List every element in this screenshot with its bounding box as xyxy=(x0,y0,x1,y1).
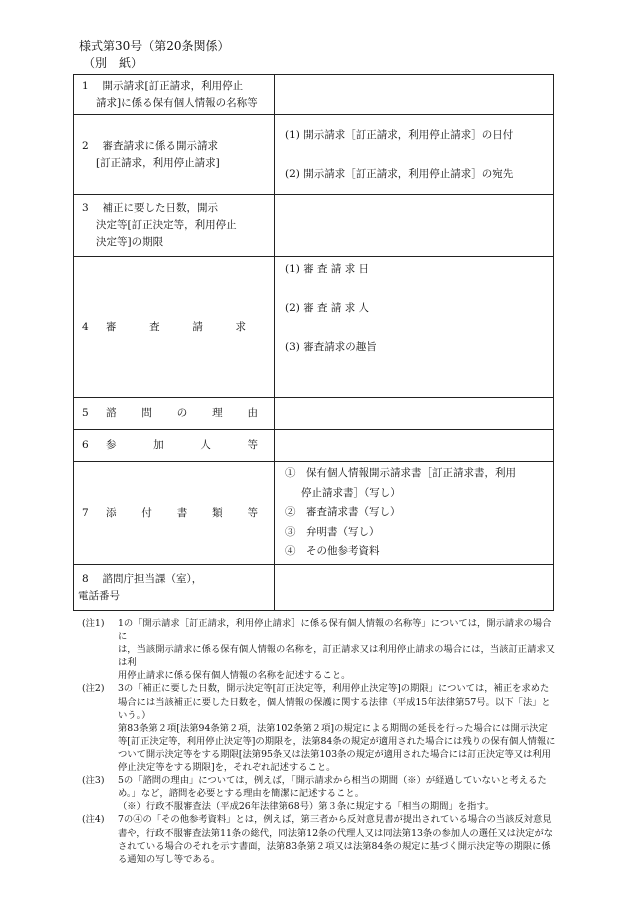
row-label: 2 審査請求に係る開示請求 [訂正請求，利用停止請求] xyxy=(74,115,275,195)
row-label: 4 審 査 請 求 xyxy=(74,257,275,398)
row-value[interactable]: ① 保有個人情報開示請求書［訂正請求書，利用 停止請求書］（写し） ② 審査請求書（写し） ③ 弁明書（写し） ④ その他参考資料 xyxy=(275,462,554,565)
notes xyxy=(82,617,557,866)
row-label: 3 補正に要した日数，開示 決定等[訂正決定等，利用停止 決定等]の期限 xyxy=(74,195,275,257)
row-value[interactable] xyxy=(275,565,554,611)
row-label: 8 諮問庁担当課（室）， 電話番号 xyxy=(74,565,275,611)
row-value[interactable] xyxy=(275,195,554,257)
attachment-label: （別 紙） xyxy=(83,56,144,70)
table-row xyxy=(74,115,554,195)
note-1: (注1) 1の「開示請求［訂正請求，利用停止請求］に係る保有個人情報の名称等」については，開示請求の場合に は，当該開示請求に係る保有個人情報の名称を，訂正請求又は利用停止請求の場合には，当該訂正請求又は利 用停止請求に係る保有個人情報の名称を記述すること。 xyxy=(82,618,555,682)
table-row xyxy=(74,195,554,257)
table-row xyxy=(74,565,554,611)
row-label: 7 添 付 書 類 等 xyxy=(74,462,275,565)
row-value[interactable] xyxy=(275,430,554,462)
row-value[interactable]: (1) 開示請求［訂正請求，利用停止請求］の日付 (2) 開示請求［訂正請求，利用停止請求］の宛先 xyxy=(275,115,554,195)
note-2: (注2) 3の「補正に要した日数，開示決定等[訂正決定等，利用停止決定等]の期限」については，補正を求めた場合には当該補正に要した日数を，個人情報の保護に関する法律（平成15年法律第57号。以下「法」という。） 第83条第２項[法第94条第２項，法第102条第２項]の規定による期間の延長を行った場合には開示決定等[訂正決定等，利用停止決定等]の期限を，法第84条の規定が適用された場合には残りの保有個人情報について開示決定等をする期限[法第95条又は法第103条の規定が適用された場合には訂正決定等又は利用停止決定等をする期限]を，それぞれ記述すること。 xyxy=(82,683,556,774)
table-row xyxy=(74,430,554,462)
row-label: 6 参 加 人 等 xyxy=(74,430,275,462)
row-value[interactable]: (1) 審 査 請 求 日 (2) 審 査 請 求 人 (3) 審査請求の趣旨 xyxy=(275,257,554,398)
table-row xyxy=(74,257,554,398)
row-label: 5 諮 問 の 理 由 xyxy=(74,398,275,430)
form-table xyxy=(73,74,554,611)
form-number: 様式第30号（第20条関係） xyxy=(79,39,230,53)
row-label: 1 開示請求[訂正請求，利用停止 請求]に係る保有個人情報の名称等 xyxy=(74,75,275,115)
table-row xyxy=(74,75,554,115)
table-row xyxy=(74,462,554,565)
row-value[interactable] xyxy=(275,398,554,430)
row-value[interactable] xyxy=(275,75,554,115)
note-3: (注3) 5の「諮問の理由」については，例えば，「開示請求から相当の期間（※）が経過していないと考えるため。」など，諮問を必要とする理由を簡潔に記述すること。 （※）行政不服審査法（平成26年法律第68号）第３条に規定する「相当の期間」を指す。 xyxy=(82,775,547,813)
table-row xyxy=(74,398,554,430)
note-4: (注4) 7の④の「その他参考資料」とは，例えば，第三者から反対意見書が提出されている場合の当該反対意見書や，行政不服審査法第11条の総代，同法第12条の代理人又は同法第13条の参加人の選任又は決定がなされている場合のそれを示す書面，法第83条第２項又は法第84条の規定に基づく開示決定等の期限に係る通知の写し等である。 xyxy=(82,814,554,865)
